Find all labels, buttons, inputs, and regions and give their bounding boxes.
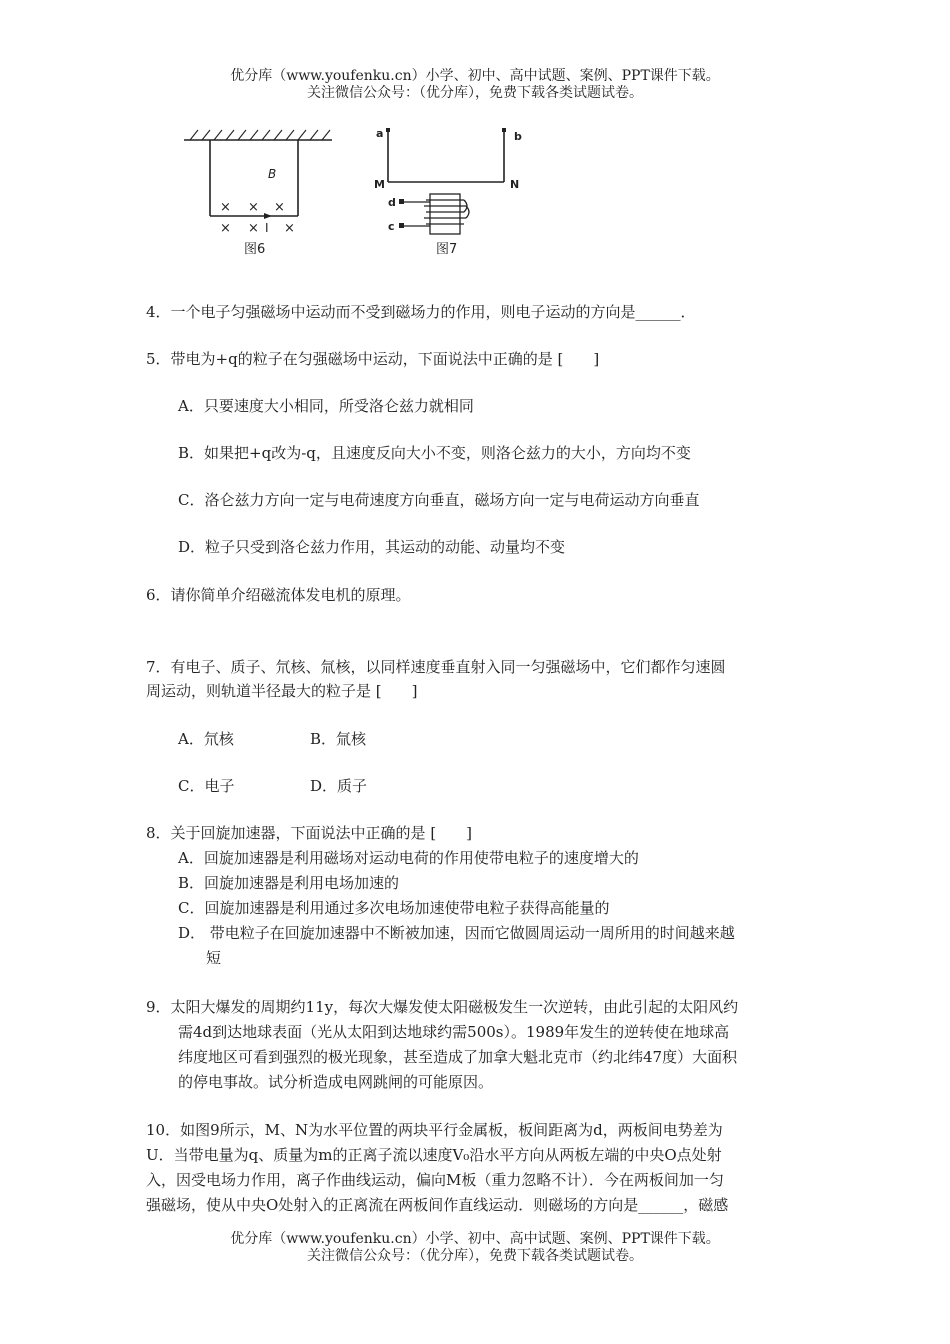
question-9-line-3: 纬度地区可看到强烈的极光现象，甚至造成了加拿大魁北克市（约北纬47度）大面积	[178, 1048, 738, 1066]
question-10-line-1: 10．如图9所示，M、N为水平位置的两块平行金属板，板间距离为d，两板间电势差为	[146, 1121, 723, 1139]
current-label-i: I	[265, 221, 269, 235]
svg-text:×: ×	[274, 200, 285, 215]
question-8-option-d-line-1: D． 带电粒子在回旋加速器中不断被加速，因而它做圆周运动一周所用的时间越来越	[178, 924, 735, 942]
svg-text:×: ×	[220, 221, 231, 236]
question-9-line-2: 需4d到达地球表面（光从太阳到达地球约需500s）。1989年发生的逆转使在地球高	[178, 1023, 730, 1041]
label-a: a	[376, 127, 384, 140]
page-footer	[0, 1231, 950, 1265]
question-7-stem-line-1: 7．有电子、质子、氘核、氚核，以同样速度垂直射入同一匀强磁场中，它们都作匀速圆	[146, 658, 726, 676]
question-10-line-4: 强磁场，使从中央O处射入的正离流在两板间作直线运动．则磁场的方向是______，磁感	[146, 1196, 729, 1214]
question-10-line-2: U．当带电量为q、质量为m的正离子流以速度V₀沿水平方向从两板左端的中央O点处射	[146, 1146, 722, 1164]
question-8-option-d-line-2: 短	[206, 949, 222, 967]
page-header	[0, 68, 950, 102]
question-5-option-d: D．粒子只受到洛仑兹力作用，其运动的动能、动量均不变	[178, 538, 566, 556]
question-8-option-a: A．回旋加速器是利用磁场对运动电荷的作用使带电粒子的速度增大的	[178, 849, 639, 867]
question-5-option-b: B．如果把+q改为-q，且速度反向大小不变，则洛仑兹力的大小，方向均不变	[178, 444, 691, 462]
svg-text:×: ×	[220, 200, 231, 215]
label-c: c	[388, 220, 395, 233]
svg-text:×: ×	[248, 221, 259, 236]
question-5-stem: 5．带电为+q的粒子在匀强磁场中运动，下面说法中正确的是 [ ]	[146, 350, 600, 368]
figure-6	[184, 130, 332, 257]
field-label-b: B	[268, 167, 277, 181]
figure-7	[374, 127, 522, 257]
question-10-line-3: 入，因受电场力作用，离子作曲线运动，偏向M板（重力忽略不计）．今在两板间加一匀	[146, 1171, 724, 1189]
question-7-option-b: B．氚核	[310, 730, 367, 748]
label-b: b	[514, 130, 522, 143]
question-8-option-c: C．回旋加速器是利用通过多次电场加速使带电粒子获得高能量的	[178, 899, 610, 917]
question-7-stem-line-2: 周运动，则轨道半径最大的粒子是 [ ]	[146, 682, 418, 700]
footer-line-1: 优分库（www.youfenku.cn）小学、初中、高中试题、案例、PPT课件下载。	[230, 1231, 720, 1247]
figure-6-caption: 图6	[244, 242, 266, 257]
solenoid	[402, 194, 469, 234]
figures-6-7	[180, 126, 540, 266]
question-9-line-1: 9．太阳大爆发的周期约11y，每次大爆发使太阳磁极发生一次逆转，由此引起的太阳风约	[146, 998, 739, 1016]
question-4: 4．一个电子匀强磁场中运动而不受到磁场力的作用，则电子运动的方向是______．	[146, 303, 696, 321]
question-8-stem: 8．关于回旋加速器，下面说法中正确的是 [ ]	[146, 824, 473, 842]
question-8-option-b: B．回旋加速器是利用电场加速的	[178, 874, 400, 892]
label-n: N	[510, 178, 520, 191]
label-m: M	[374, 178, 385, 191]
question-5-option-a: A．只要速度大小相同，所受洛仑兹力就相同	[178, 397, 474, 415]
question-7-option-a: A．氘核	[178, 730, 234, 748]
question-6: 6．请你简单介绍磁流体发电机的原理。	[146, 586, 411, 604]
svg-text:×: ×	[248, 200, 259, 215]
header-line-2: 关注微信公众号：（优分库），免费下载各类试题试卷。	[307, 85, 643, 101]
header-line-1: 优分库（www.youfenku.cn）小学、初中、高中试题、案例、PPT课件下载。	[230, 68, 720, 84]
svg-text:×: ×	[284, 221, 295, 236]
question-5-option-c: C．洛仑兹力方向一定与电荷速度方向垂直，磁场方向一定与电荷运动方向垂直	[178, 491, 700, 509]
question-7-option-c: C．电子	[178, 777, 235, 795]
label-d: d	[388, 196, 396, 209]
question-9-line-4: 的停电事故。试分析造成电网跳闸的可能原因。	[178, 1073, 494, 1091]
footer-line-2: 关注微信公众号：（优分库），免费下载各类试题试卷。	[307, 1248, 643, 1264]
figure-7-caption: 图7	[436, 242, 458, 257]
field-into-page-markers	[220, 200, 295, 236]
question-7-option-d: D．质子	[310, 777, 368, 795]
